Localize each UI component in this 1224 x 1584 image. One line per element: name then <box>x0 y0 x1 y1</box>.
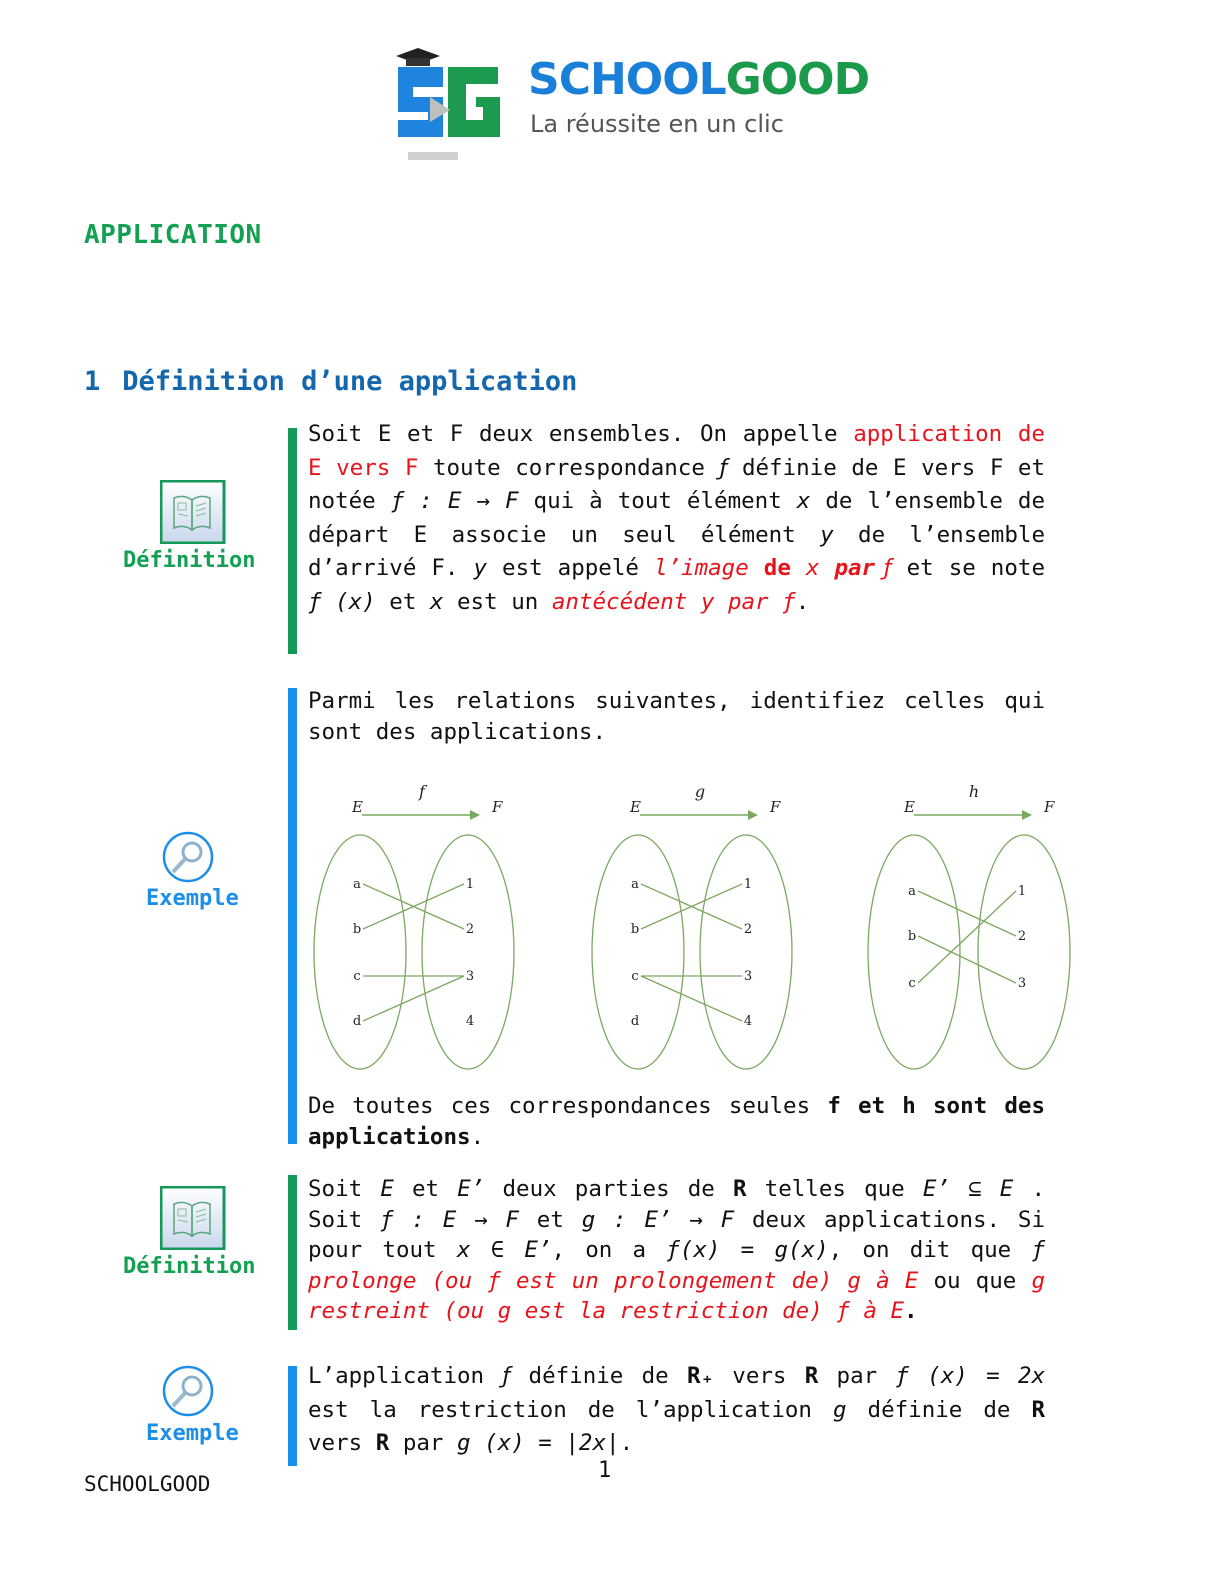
term-antecedent: antécédent y par ƒ <box>551 588 796 615</box>
schoolgood-logo <box>388 42 870 162</box>
domain-element: c <box>631 969 639 984</box>
map-arrowhead-icon <box>748 810 758 820</box>
codomain-element: 4 <box>743 1014 753 1029</box>
map-arrowhead-icon <box>1022 810 1032 820</box>
domain-set-label: E <box>904 798 915 816</box>
codomain-ellipse <box>978 835 1070 1069</box>
mapping-line <box>641 976 742 1021</box>
brand-name: SCHOOLGOOD <box>528 54 870 105</box>
domain-element: d <box>630 1014 640 1029</box>
book-icon <box>160 480 226 544</box>
definition-bar <box>288 1175 297 1330</box>
magnifier-icon <box>161 830 217 884</box>
mapping-line <box>918 936 1016 983</box>
domain-element: b <box>352 922 362 937</box>
map-name-label: h <box>968 782 980 801</box>
domain-ellipse <box>868 835 960 1069</box>
domain-element: c <box>908 976 916 991</box>
example-2-text: L’application ƒ définie de R₊ vers R par ƒ (x) = 2x est la restriction de l’application g définie de R vers R par g (x) = |2x|. <box>308 1363 1045 1456</box>
codomain-element: 2 <box>1017 929 1027 944</box>
brand-tagline: La réussite en un clic <box>530 110 784 138</box>
map-name-label: g <box>694 782 706 801</box>
term-application: application de E vers F <box>308 421 1045 481</box>
codomain-element: 3 <box>1017 976 1027 991</box>
diagram-h <box>852 775 1092 1075</box>
map-arrowhead-icon <box>470 810 480 820</box>
definition-2-text: Soit E et E’ deux parties de R telles que E’ ⊆ E . Soit ƒ : E → F et g : E’ → F deux applications. Si pour tout x ∈ E’, on a ƒ(x) = g(x), on dit que ƒ prolonge (ou ƒ est un prolongement de) g à E ou que g restreint (ou g est la restriction de) ƒ à E. <box>308 1176 1046 1324</box>
codomain-element: 1 <box>743 877 753 892</box>
codomain-element: 1 <box>1017 884 1027 899</box>
example-label: Exemple <box>146 886 239 911</box>
example-1-intro: Parmi les relations suivantes, identifiez celles qui sont des applications. <box>308 688 1045 745</box>
domain-ellipse <box>592 835 684 1069</box>
codomain-element: 4 <box>465 1014 475 1029</box>
codomain-element: 1 <box>465 877 475 892</box>
footer-text: SCHOOLGOOD <box>84 1472 211 1496</box>
codomain-set-label: F <box>492 798 503 816</box>
term-restreint: g restreint (ou g est la restriction de) ƒ à E <box>308 1267 1046 1324</box>
codomain-element: 3 <box>465 969 475 984</box>
section-heading <box>84 366 577 397</box>
codomain-set-label: F <box>770 798 781 816</box>
term-prolonge: prolonge (ou ƒ est un prolongement de) g à E <box>308 1267 919 1294</box>
section-title-text: Définition d’une application <box>122 366 578 397</box>
domain-element: a <box>631 877 639 892</box>
sg-logo-mark-icon <box>388 42 518 162</box>
codomain-element: 2 <box>743 922 753 937</box>
magnifier-icon <box>161 1364 217 1418</box>
example-label: Exemple <box>146 1421 239 1446</box>
diagram-g <box>578 775 818 1075</box>
domain-element: c <box>353 969 361 984</box>
definition-label: Définition <box>123 548 256 573</box>
definition-label: Définition <box>123 1254 256 1279</box>
mapping-line <box>363 976 464 1021</box>
domain-ellipse <box>314 835 406 1069</box>
codomain-set-label: F <box>1044 798 1055 816</box>
example-bar <box>288 1366 297 1466</box>
page-number: 1 <box>598 1458 612 1483</box>
codomain-ellipse <box>422 835 514 1069</box>
domain-element: b <box>907 929 917 944</box>
definition-bar <box>288 428 297 654</box>
codomain-element: 2 <box>465 922 475 937</box>
codomain-element: 3 <box>743 969 753 984</box>
definition-1-text: Soit E et F deux ensembles. On appelle application de E vers F toute correspondance ƒ définie de E vers F et notée ƒ : E → F qui à tout élément x de l’ensemble de départ E associe un seul élément y de l’ensemble d’arrivé F. y est appelé l’image de x par ƒ et se note ƒ (x) et x est un antécédent y par ƒ. <box>308 421 1046 615</box>
domain-element: d <box>352 1014 362 1029</box>
domain-set-label: E <box>352 798 363 816</box>
mapping-line <box>918 891 1016 936</box>
mapping-line <box>918 891 1016 983</box>
section-number: 1 <box>84 366 101 397</box>
domain-set-label: E <box>630 798 641 816</box>
codomain-ellipse <box>700 835 792 1069</box>
example-bar <box>288 688 297 1144</box>
map-name-label: f <box>419 782 425 801</box>
book-icon <box>160 1186 226 1250</box>
diagram-f <box>300 775 540 1075</box>
document-title: APPLICATION <box>84 220 262 250</box>
domain-element: a <box>908 884 916 899</box>
example-1-conclusion: De toutes ces correspondances seules f et h sont des applications. <box>308 1093 1045 1150</box>
domain-element: a <box>353 877 361 892</box>
domain-element: b <box>630 922 640 937</box>
